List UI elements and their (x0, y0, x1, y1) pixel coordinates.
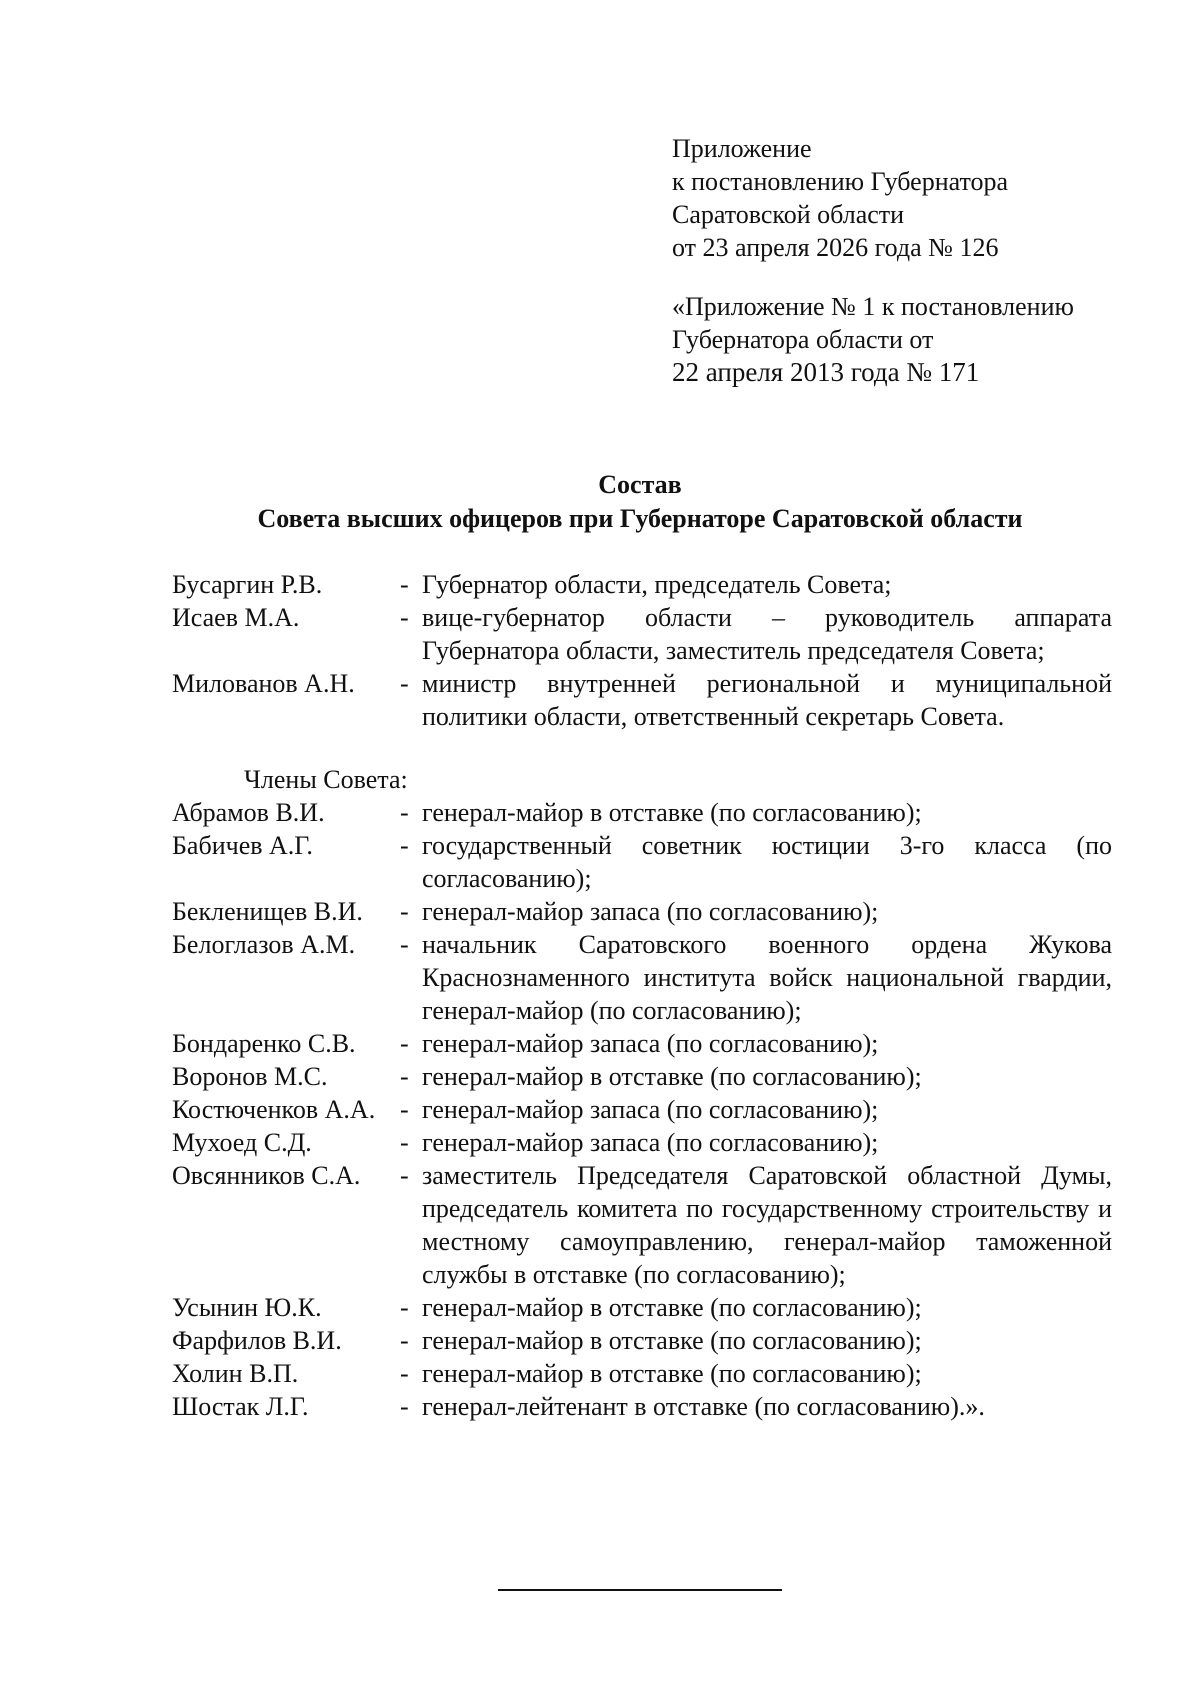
spacer (672, 264, 1152, 290)
list-item (172, 1027, 1112, 1060)
member-name: Бусаргин Р.В. (172, 570, 323, 599)
member-role: генерал-майор запаса (по согласованию); (422, 897, 879, 926)
member-role: вице-губернатор области – руководитель аппарата Губернатора области, заместитель председателя Совета; (422, 603, 1112, 665)
appendix-line: Саратовской области (672, 200, 905, 229)
list-item (172, 667, 1112, 733)
list-item (172, 928, 1112, 1027)
list-item (172, 1093, 1112, 1126)
list-item (172, 895, 1112, 928)
closing-divider (498, 1589, 782, 1591)
member-name: Бабичев А.Г. (172, 831, 313, 860)
list-item (172, 796, 1112, 829)
dash: - (400, 1062, 409, 1091)
list-item (172, 568, 1112, 601)
dash: - (400, 1029, 409, 1058)
list-item (172, 601, 1112, 667)
member-role: генерал-майор в отставке (по согласованию); (422, 1293, 922, 1322)
member-role: государственный советник юстиции 3-го класса (по согласованию); (422, 831, 1112, 893)
dash: - (400, 669, 409, 698)
dash: - (400, 603, 409, 632)
list-item (172, 829, 1112, 895)
dash: - (400, 930, 409, 959)
dash: - (400, 570, 409, 599)
member-name: Фарфилов В.И. (172, 1326, 342, 1355)
member-name: Овсянников С.А. (172, 1161, 361, 1190)
member-name: Костюченков А.А. (172, 1095, 376, 1124)
member-name: Исаев М.А. (172, 603, 300, 632)
member-role: генерал-майор запаса (по согласованию); (422, 1029, 879, 1058)
dash: - (400, 1095, 409, 1124)
member-name: Холин В.П. (172, 1359, 299, 1388)
dash: - (400, 1392, 409, 1421)
member-name: Бекленищев В.И. (172, 897, 363, 926)
list-item (172, 1060, 1112, 1093)
member-name: Абрамов В.И. (172, 798, 325, 827)
list-item (172, 1357, 1112, 1390)
list-item (172, 1159, 1112, 1291)
appendix-line: Приложение (672, 134, 812, 163)
member-role: генерал-майор в отставке (по согласованию); (422, 1326, 922, 1355)
dash: - (400, 798, 409, 827)
appendix-line: «Приложение № 1 к постановлению (672, 292, 1074, 321)
members-heading: Члены Совета: (244, 765, 408, 794)
list-item (172, 1390, 1112, 1423)
member-role: генерал-лейтенант в отставке (по согласованию).». (422, 1392, 985, 1421)
member-name: Милованов А.Н. (172, 669, 355, 698)
member-role: генерал-майор в отставке (по согласованию); (422, 1359, 922, 1388)
title-line: Состав (598, 470, 682, 499)
member-name: Воронов М.С. (172, 1062, 328, 1091)
appendix-line: к постановлению Губернатора (672, 167, 1009, 196)
member-role: генерал-майор в отставке (по согласованию); (422, 1062, 922, 1091)
member-name: Бондаренко С.В. (172, 1029, 356, 1058)
appendix-header (672, 132, 1152, 389)
dash: - (400, 831, 409, 860)
appendix-line: 22 апреля 2013 года № 171 (672, 357, 980, 387)
dash: - (400, 1326, 409, 1355)
dash: - (400, 1128, 409, 1157)
member-name: Усынин Ю.К. (172, 1293, 322, 1322)
list-item (172, 1291, 1112, 1324)
dash: - (400, 1161, 409, 1190)
list-item (172, 1126, 1112, 1159)
member-role: генерал-майор запаса (по согласованию); (422, 1128, 879, 1157)
dash: - (400, 1359, 409, 1388)
dash: - (400, 897, 409, 926)
appendix-line: от 23 апреля 2026 года № 126 (672, 233, 999, 262)
spacer (172, 733, 1112, 763)
member-name: Мухоед С.Д. (172, 1128, 312, 1157)
member-role: генерал-майор запаса (по согласованию); (422, 1095, 879, 1124)
document-title (180, 468, 1100, 536)
dash: - (400, 1293, 409, 1322)
list-item (172, 1324, 1112, 1357)
member-role: Губернатор области, председатель Совета; (422, 570, 892, 599)
member-role: генерал-майор в отставке (по согласованию); (422, 798, 922, 827)
council-composition (172, 568, 1112, 1423)
member-role: заместитель Председателя Саратовской областной Думы, председатель комитета по государственному строительству и местному самоуправлению, генерал-майор таможенной службы в отставке (по согласованию); (422, 1161, 1112, 1289)
member-role: начальник Саратовского военного ордена Жукова Краснознаменного института войск национальной гвардии, генерал-майор (по согласованию); (422, 930, 1112, 1025)
member-role: министр внутренней региональной и муниципальной политики области, ответственный секретарь Совета. (422, 669, 1112, 731)
member-name: Белоглазов А.М. (172, 930, 356, 959)
member-name: Шостак Л.Г. (172, 1392, 309, 1421)
appendix-line: Губернатора области от (672, 325, 934, 354)
title-line: Совета высших офицеров при Губернаторе Саратовской области (257, 504, 1023, 533)
